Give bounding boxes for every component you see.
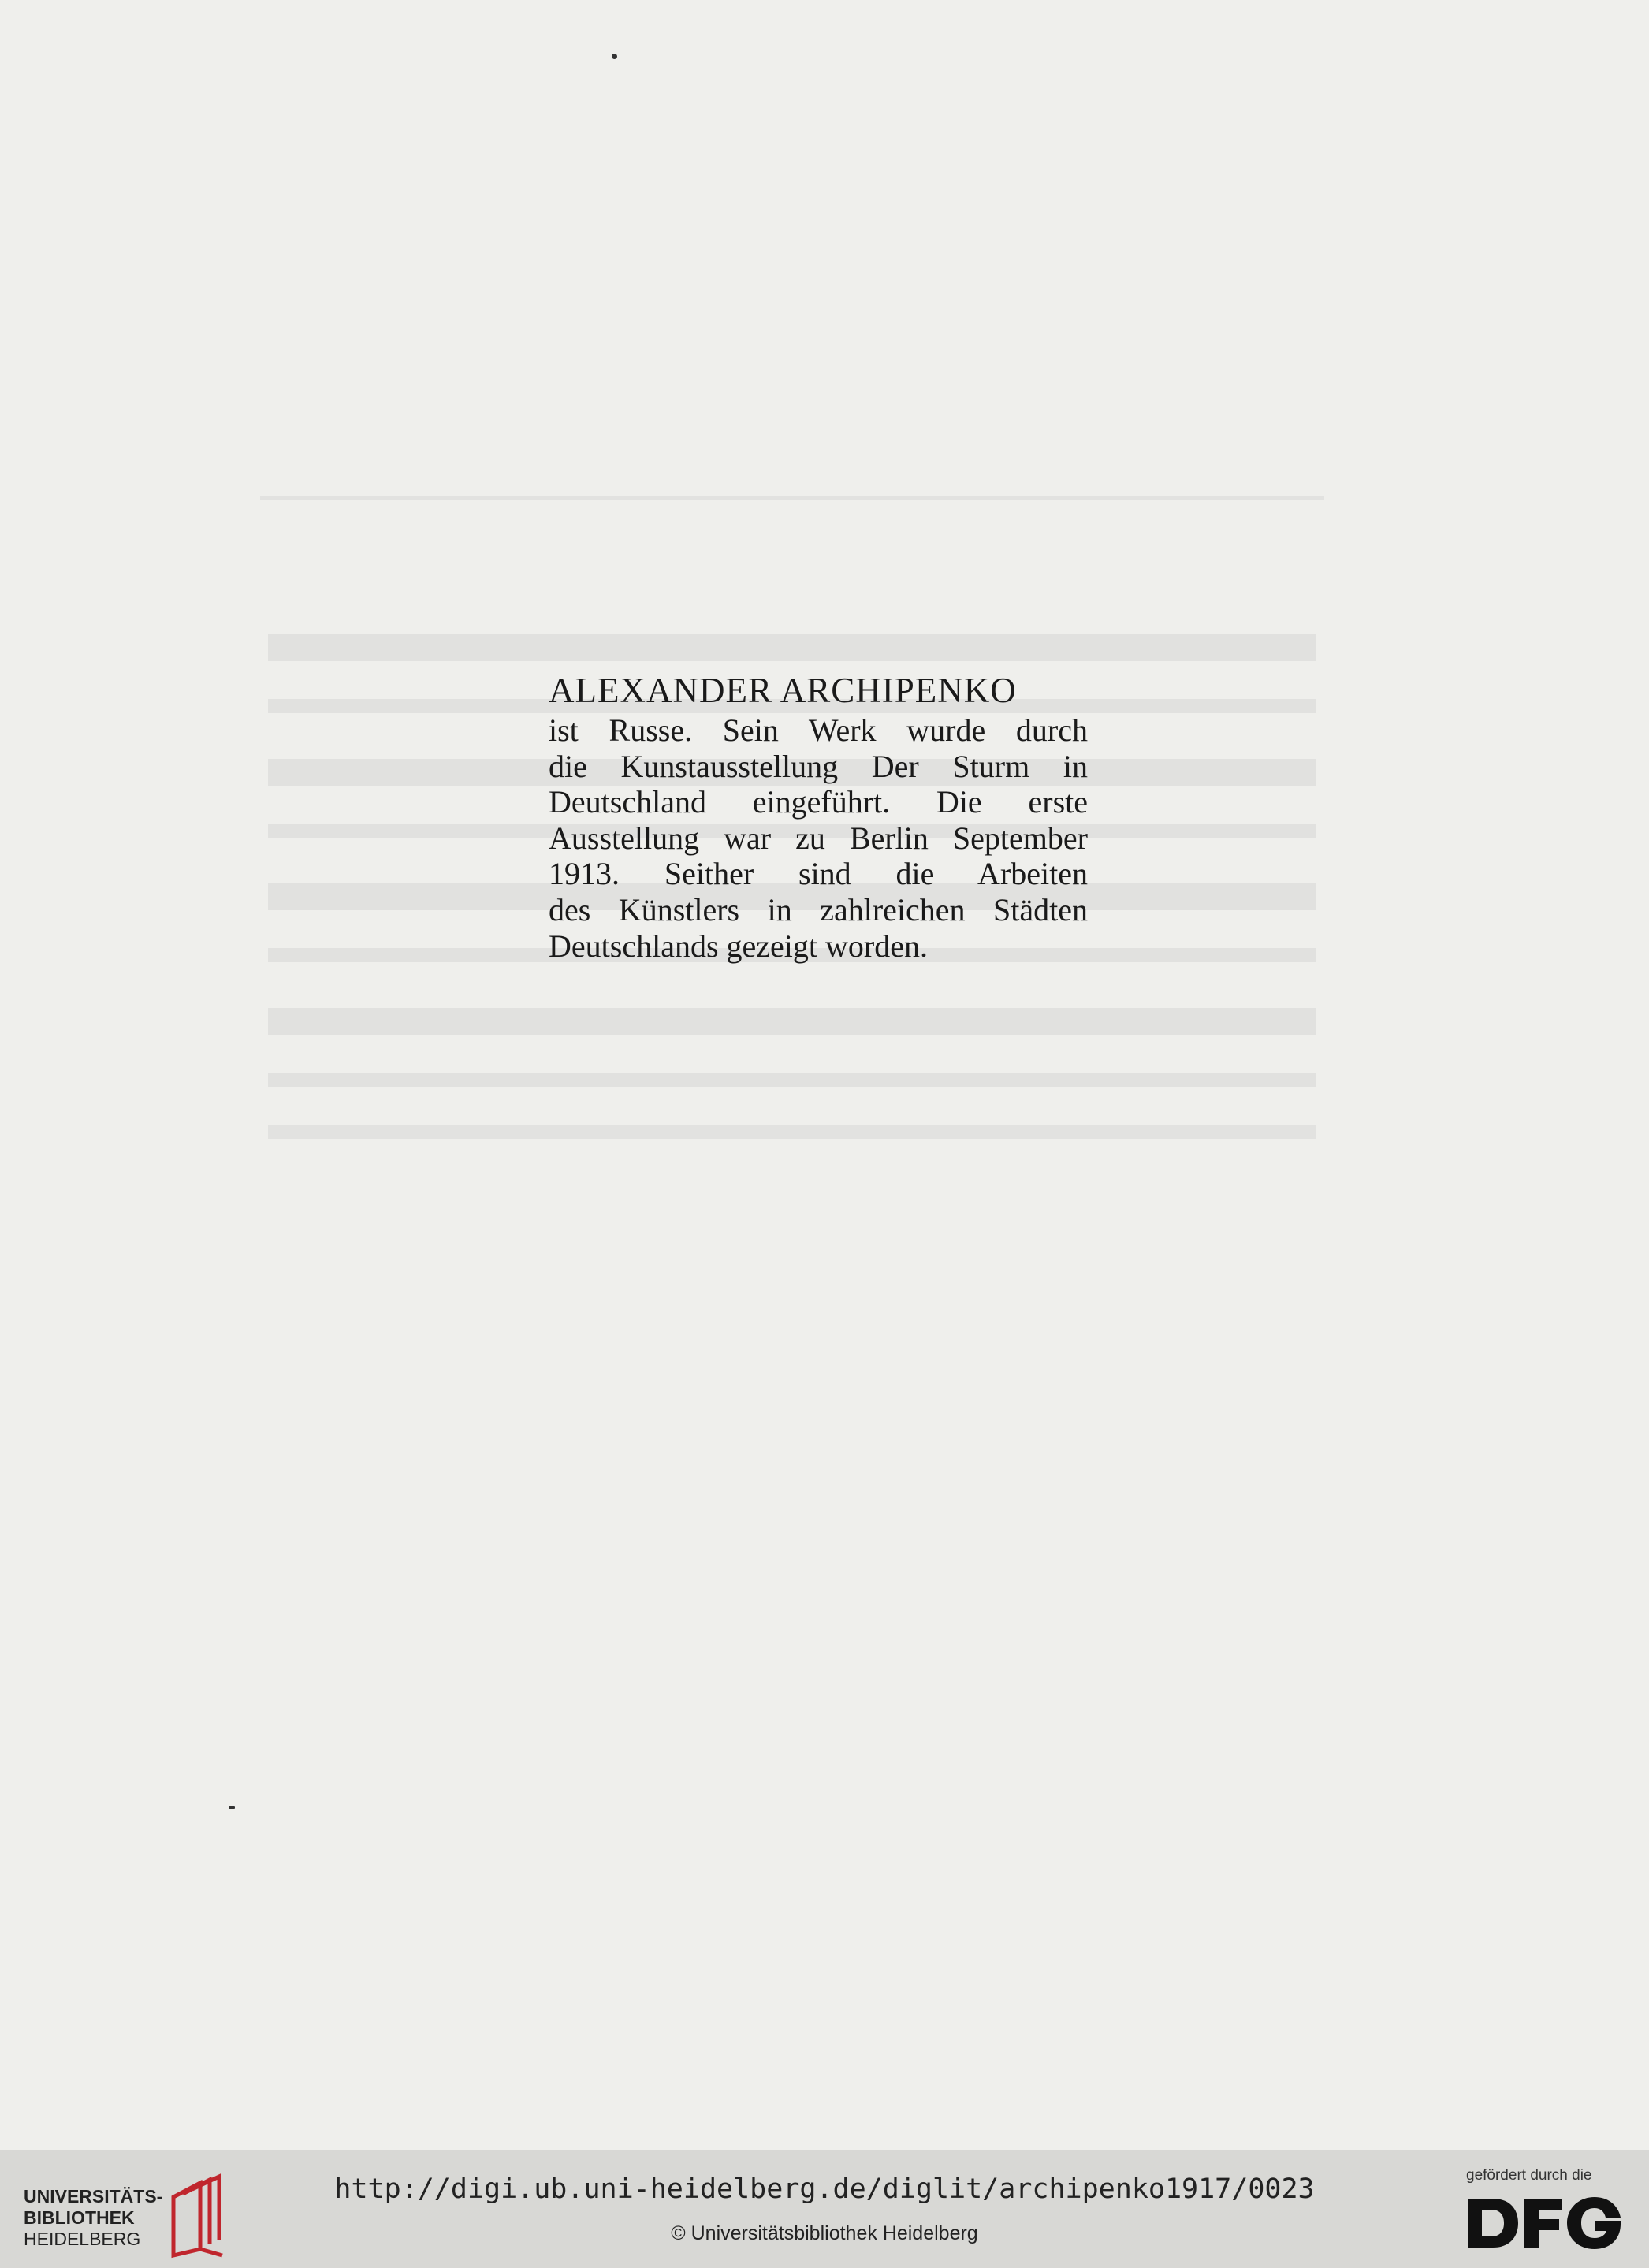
copyright-notice: © Universitätsbibliothek Heidelberg: [671, 2222, 978, 2244]
library-name-line: HEIDELBERG: [24, 2229, 141, 2249]
article-line: Deutschlands gezeigt worden.: [549, 928, 928, 964]
dust-speck: [229, 1806, 235, 1809]
article-line: Ausstellung war zu Berlin September: [549, 820, 1088, 856]
show-through-line: [268, 634, 1316, 661]
dust-speck: [612, 54, 617, 59]
article-line: des Künstlers in zahlreichen Städten: [549, 891, 1088, 928]
dfg-logo-icon: [1466, 2195, 1624, 2251]
footer-bar: [0, 2150, 1649, 2268]
dfg-caption: gefördert durch die: [1466, 2167, 1592, 2184]
library-name-line: UNIVERSITÄTS-: [24, 2186, 163, 2207]
show-through-rule: [260, 496, 1324, 500]
article-heading: ALEXANDER ARCHIPENKO: [549, 671, 1017, 710]
article-line: Deutschland eingeführt. Die erste: [549, 784, 1088, 820]
article-line: ist Russe. Sein Werk wurde durch: [549, 712, 1088, 748]
article-text: [549, 668, 1088, 964]
article-line: die Kunstausstellung Der Sturm in: [549, 748, 1088, 784]
show-through-title-shape: [260, 181, 1324, 374]
article-line: 1913. Seither sind die Arbeiten: [549, 856, 1088, 892]
permalink-url[interactable]: http://digi.ub.uni-heidelberg.de/diglit/archipenko1917/0023: [334, 2173, 1315, 2205]
show-through-line: [268, 1008, 1316, 1035]
show-through-line: [268, 1125, 1316, 1139]
show-through-line: [268, 1073, 1316, 1087]
library-name-line: BIBLIOTHEK: [24, 2207, 135, 2228]
dfg-funding[interactable]: [1466, 2167, 1632, 2254]
